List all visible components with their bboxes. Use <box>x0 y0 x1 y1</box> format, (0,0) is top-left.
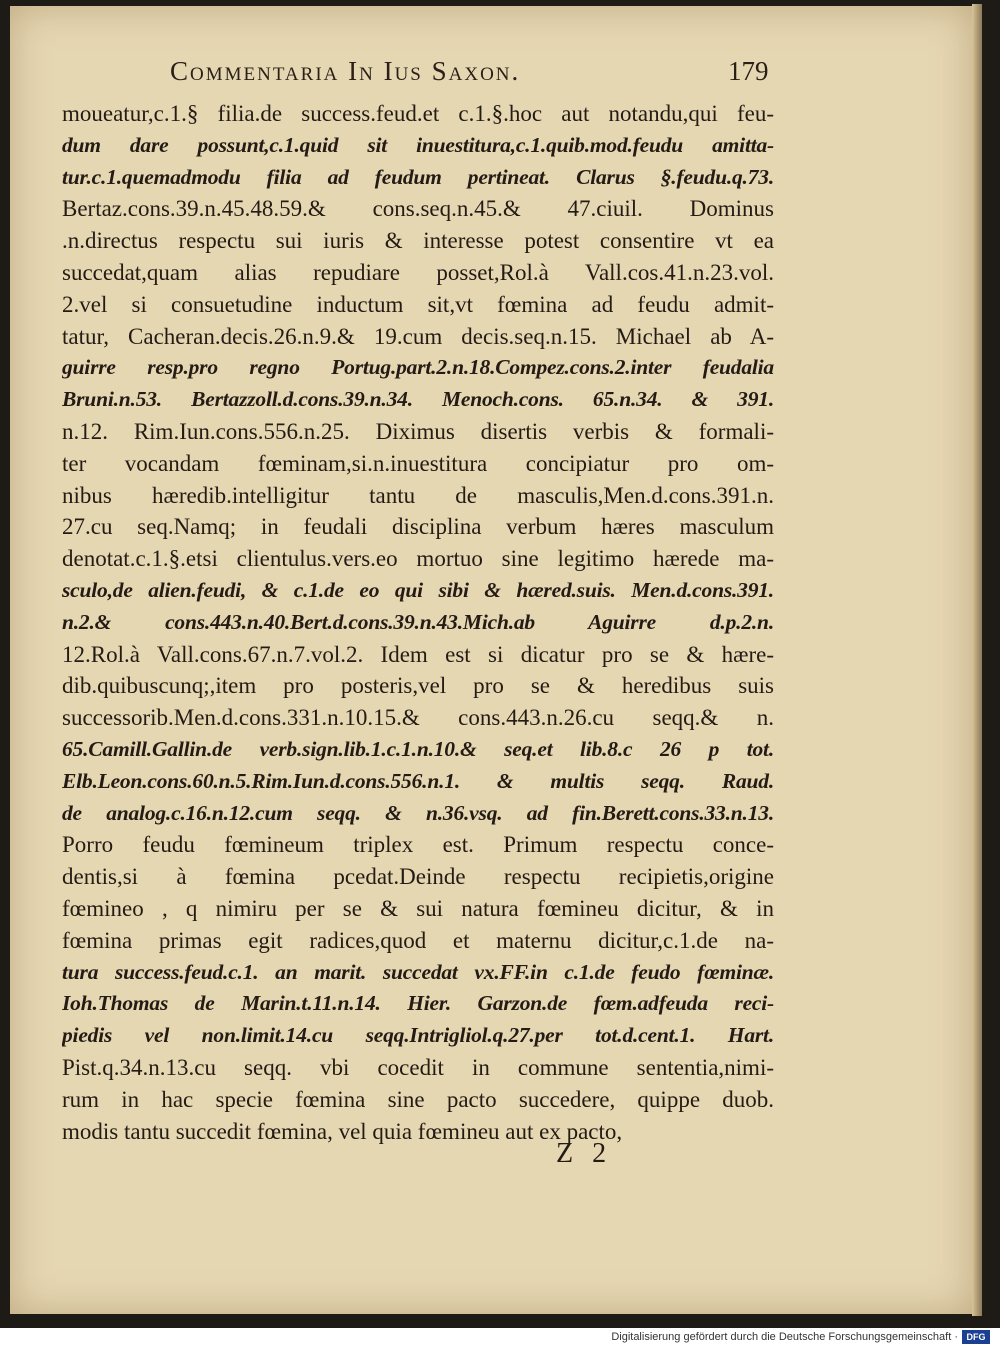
text-line: de analog.c.16.n.12.cum seqq. & n.36.vsq. ad fin.Berett.cons.33.n.13. <box>62 800 774 825</box>
text-line: Porro feudu fœmineum triplex est. Primum respectu conce- <box>62 832 774 858</box>
text-line: Pist.q.34.n.13.cu seqq. vbi cocedit in commune sententia,nimi- <box>62 1054 774 1080</box>
text-line: 2.vel si consuetudine inductum sit,vt fœmina ad feudu admit- <box>62 291 774 317</box>
text-line: Bertaz.cons.39.n.45.48.59.& cons.seq.n.45.& 47.ciuil. Dominus <box>62 196 774 222</box>
signature-mark: Z 2 <box>556 1138 613 1169</box>
page-number: 179 <box>728 56 769 86</box>
text-line: tur.c.1.quemadmodu filia ad feudum pertineat. Clarus §.feudu.q.73. <box>62 164 774 189</box>
text-line: ter vocandam fœminam,si.n.inuestitura concipiatur pro om- <box>62 450 774 476</box>
text-line: guirre resp.pro regno Portug.part.2.n.18.Compez.cons.2.inter feudalia <box>62 355 774 380</box>
text-line: piedis vel non.limit.14.cu seqq.Intrigliol.q.27.per tot.d.cent.1. Hart. <box>62 1023 774 1048</box>
text-line: 12.Rol.à Vall.cons.67.n.7.vol.2. Idem est si dicatur pro se & hære- <box>62 641 774 667</box>
text-line: n.2.& cons.443.n.40.Bert.d.cons.39.n.43.Mich.ab Aguirre d.p.2.n. <box>62 609 774 634</box>
dfg-logo-icon: DFG <box>962 1330 990 1344</box>
text-line: moueatur,c.1.§ filia.de success.feud.et c.1.§.hoc aut notandu,qui feu- <box>62 101 774 126</box>
text-line: Elb.Leon.cons.60.n.5.Rim.Iun.d.cons.556.n.1. & multis seqq. Raud. <box>62 768 774 793</box>
text-line: fœmina primas egit radices,quod et maternu dicitur,c.1.de na- <box>62 927 774 953</box>
text-line: fœmineo , q nimiru per se & sui natura fœmineu dicitur, & in <box>62 895 774 921</box>
text-line: n.12. Rim.Iun.cons.556.n.25. Diximus disertis verbis & formali- <box>62 418 774 444</box>
text-line: modis tantu succedit fœmina, vel quia fœmineu aut ex pacto, <box>62 1118 623 1144</box>
funding-credit: Digitalisierung gefördert durch die Deutsche Forschungsgemeinschaft · <box>611 1331 958 1343</box>
text-line: .n.directus respectu sui iuris & interesse potest consentire vt ea <box>62 228 774 254</box>
text-line: 27.cu seq.Namq; in feudali disciplina verbum hæres masculum <box>62 514 774 540</box>
text-line: dib.quibuscunq;,item pro posteris,vel pro se & heredibus suis <box>62 673 774 699</box>
body-text <box>62 98 774 1150</box>
text-line: Bruni.n.53. Bertazzoll.d.cons.39.n.34. Menoch.cons. 65.n.34. & 391. <box>62 387 774 412</box>
text-line: successorib.Men.d.cons.331.n.10.15.& cons.443.n.26.cu seqq.& n. <box>62 705 774 731</box>
text-line: dentis,si à fœmina pcedat.Deinde respectu recipietis,origine <box>62 864 774 890</box>
text-line: succedat,quam alias repudiare posset,Rol.à Vall.cos.41.n.23.vol. <box>62 259 774 285</box>
text-line: 65.Camill.Gallin.de verb.sign.lib.1.c.1.n.10.& seq.et lib.8.c 26 p tot. <box>62 736 774 761</box>
text-line: dum dare possunt,c.1.quid sit inuestitura,c.1.quib.mod.feudu amitta- <box>62 132 774 157</box>
text-line: sculo,de alien.feudi, & c.1.de eo qui sibi & hæred.suis. Men.d.cons.391. <box>62 577 774 602</box>
text-line: Ioh.Thomas de Marin.t.11.n.14. Hier. Garzon.de fœm.adfeuda reci- <box>62 991 774 1016</box>
page-edge <box>972 4 982 1316</box>
text-line: tura success.feud.c.1. an marit. succedat vx.FF.in c.1.de feudo fœminæ. <box>62 959 774 984</box>
running-head: Commentaria In Ius Saxon. <box>170 56 521 86</box>
text-line: nibus hæredib.intelligitur tantu de masculis,Men.d.cons.391.n. <box>62 482 774 508</box>
text-line: tatur, Cacheran.decis.26.n.9.& 19.cum decis.seq.n.15. Michael ab A- <box>62 323 774 349</box>
text-line: denotat.c.1.§.etsi clientulus.vers.eo mortuo sine legitimo hærede ma- <box>62 546 774 572</box>
text-line: rum in hac specie fœmina sine pacto succedere, quippe duob. <box>62 1086 774 1112</box>
